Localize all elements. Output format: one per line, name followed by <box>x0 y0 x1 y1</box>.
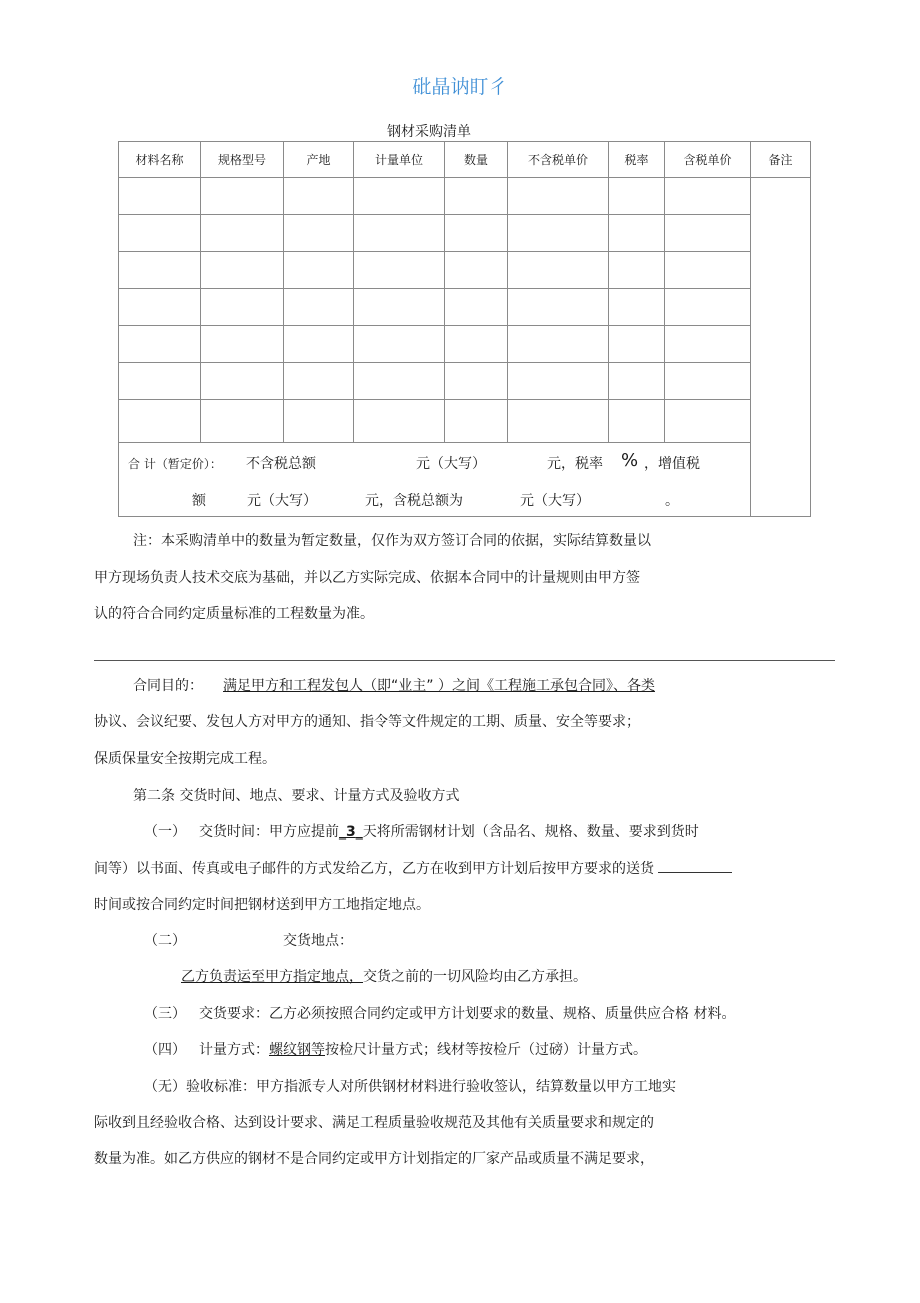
purpose-line-1: 满足甲方和工程发包人（即“业主” ）之间《工程施工承包合同》、各类 <box>223 678 655 694</box>
table-row <box>119 400 811 443</box>
remarks-cell <box>751 178 811 517</box>
table-title: 钢材采购清单 <box>387 124 471 140</box>
item-2-number: （二） <box>144 933 186 949</box>
item-5-line-2: 际收到且经验收合格、达到设计要求、满足工程质量验收规范及其他有关质量要求和规定的 <box>94 1115 654 1131</box>
table-row <box>119 326 811 363</box>
purpose-line-2: 协议、会议纪要、发包人方对甲方的通知、指令等文件规定的工期、质量、安全等要求； <box>94 714 640 730</box>
item-5-line-1: （无）验收标准：甲方指派专人对所供钢材材料进行验收签认，结算数量以甲方工地实 <box>144 1079 676 1095</box>
total-yuan-caps-3: 元（大写） <box>520 493 590 509</box>
total-incl-tax-label: 元，含税总额为 <box>365 493 463 509</box>
item-4-line: 计量方式：螺纹钢等按检尺计量方式；线材等按检斤（过磅）计量方式。 <box>199 1042 647 1058</box>
item-3-text: 交货要求：乙方必须按照合同约定或甲方计划要求的数量、规格、质量供应合格 材料。 <box>199 1006 736 1022</box>
col-header-price-excl-tax: 不含税单价 <box>508 142 609 178</box>
document-header-title: 砒晶讷盯彳 <box>412 76 508 98</box>
table-row <box>119 215 811 252</box>
total-excl-tax-label: 不含税总额 <box>246 456 316 472</box>
item-5-line-3: 数量为准。如乙方供应的钢材不是合同约定或甲方计划指定的厂家产品或质量不满足要求， <box>94 1151 654 1167</box>
item-2-line <box>181 967 587 987</box>
total-percent-sign: % <box>621 450 639 471</box>
table-row <box>119 289 811 326</box>
purpose-label: 合同目的： <box>133 678 203 694</box>
note-line-1: 注：本采购清单中的数量为暂定数量，仅作为双方签订合同的依据，实际结算数量以 <box>133 533 651 549</box>
item-2-underlined-text: 乙方负责运至甲方指定地点， <box>181 969 363 985</box>
note-line-3: 认的符合合同约定质量标准的工程数量为准。 <box>94 606 374 622</box>
item-1-text-a: 交货时间：甲方应提前 <box>199 824 339 840</box>
item-1-line-3: 时间或按合同约定时间把钢材送到甲方工地指定地点。 <box>94 897 430 913</box>
total-yuan-tax-rate: 元，税率 <box>547 456 603 472</box>
item-1-days: _3_ <box>339 824 363 840</box>
total-label: 合 计（暂定价）： <box>128 457 222 471</box>
total-yuan-caps-2: 元（大写） <box>247 493 317 509</box>
item-2-label: 交货地点： <box>283 933 353 949</box>
col-header-quantity: 数量 <box>445 142 508 178</box>
delivery-time-blank <box>658 858 732 873</box>
col-header-spec: 规格型号 <box>201 142 284 178</box>
section-divider <box>94 660 835 661</box>
col-header-remarks: 备注 <box>751 142 811 178</box>
article-2-title: 第二条 交货时间、地点、要求、计量方式及验收方式 <box>133 788 460 804</box>
note-line-2: 甲方现场负责人技术交底为基础，并以乙方实际完成、依据本合同中的计量规则由甲方签 <box>94 570 640 586</box>
total-cell <box>119 443 751 517</box>
table-row <box>119 252 811 289</box>
col-header-unit: 计量单位 <box>354 142 445 178</box>
item-4-underlined-text: 螺纹钢等 <box>269 1042 325 1058</box>
total-vat-label: ，增值税 <box>644 456 700 472</box>
item-2-text: 交货之前的一切风险均由乙方承担。 <box>363 969 587 985</box>
item-1-text-b: 天将所需钢材计划（含品名、规格、数量、要求到货时 <box>362 824 699 840</box>
col-header-name: 材料名称 <box>119 142 201 178</box>
item-1-line-1 <box>199 822 699 842</box>
total-amount-label: 额 <box>192 493 206 509</box>
total-end-mark: 。 <box>665 493 679 509</box>
table-header-row <box>119 142 811 178</box>
item-1-number: （一） <box>144 824 186 840</box>
steel-purchase-table <box>118 141 811 517</box>
item-5-number: （无） <box>144 1079 186 1095</box>
col-header-tax-rate: 税率 <box>609 142 665 178</box>
table-total-row <box>119 443 811 517</box>
table-row <box>119 178 811 215</box>
purpose-line-3: 保质保量安全按期完成工程。 <box>94 751 276 767</box>
col-header-origin: 产地 <box>284 142 354 178</box>
col-header-price-incl-tax: 含税单价 <box>665 142 751 178</box>
item-1-line-2: 间等）以书面、传真或电子邮件的方式发给乙方，乙方在收到甲方计划后按甲方要求的送货 <box>94 858 732 879</box>
table-row <box>119 363 811 400</box>
item-4-number: （四） <box>144 1042 186 1058</box>
total-yuan-caps-1: 元（大写） <box>416 456 486 472</box>
item-3-number: （三） <box>144 1006 186 1022</box>
